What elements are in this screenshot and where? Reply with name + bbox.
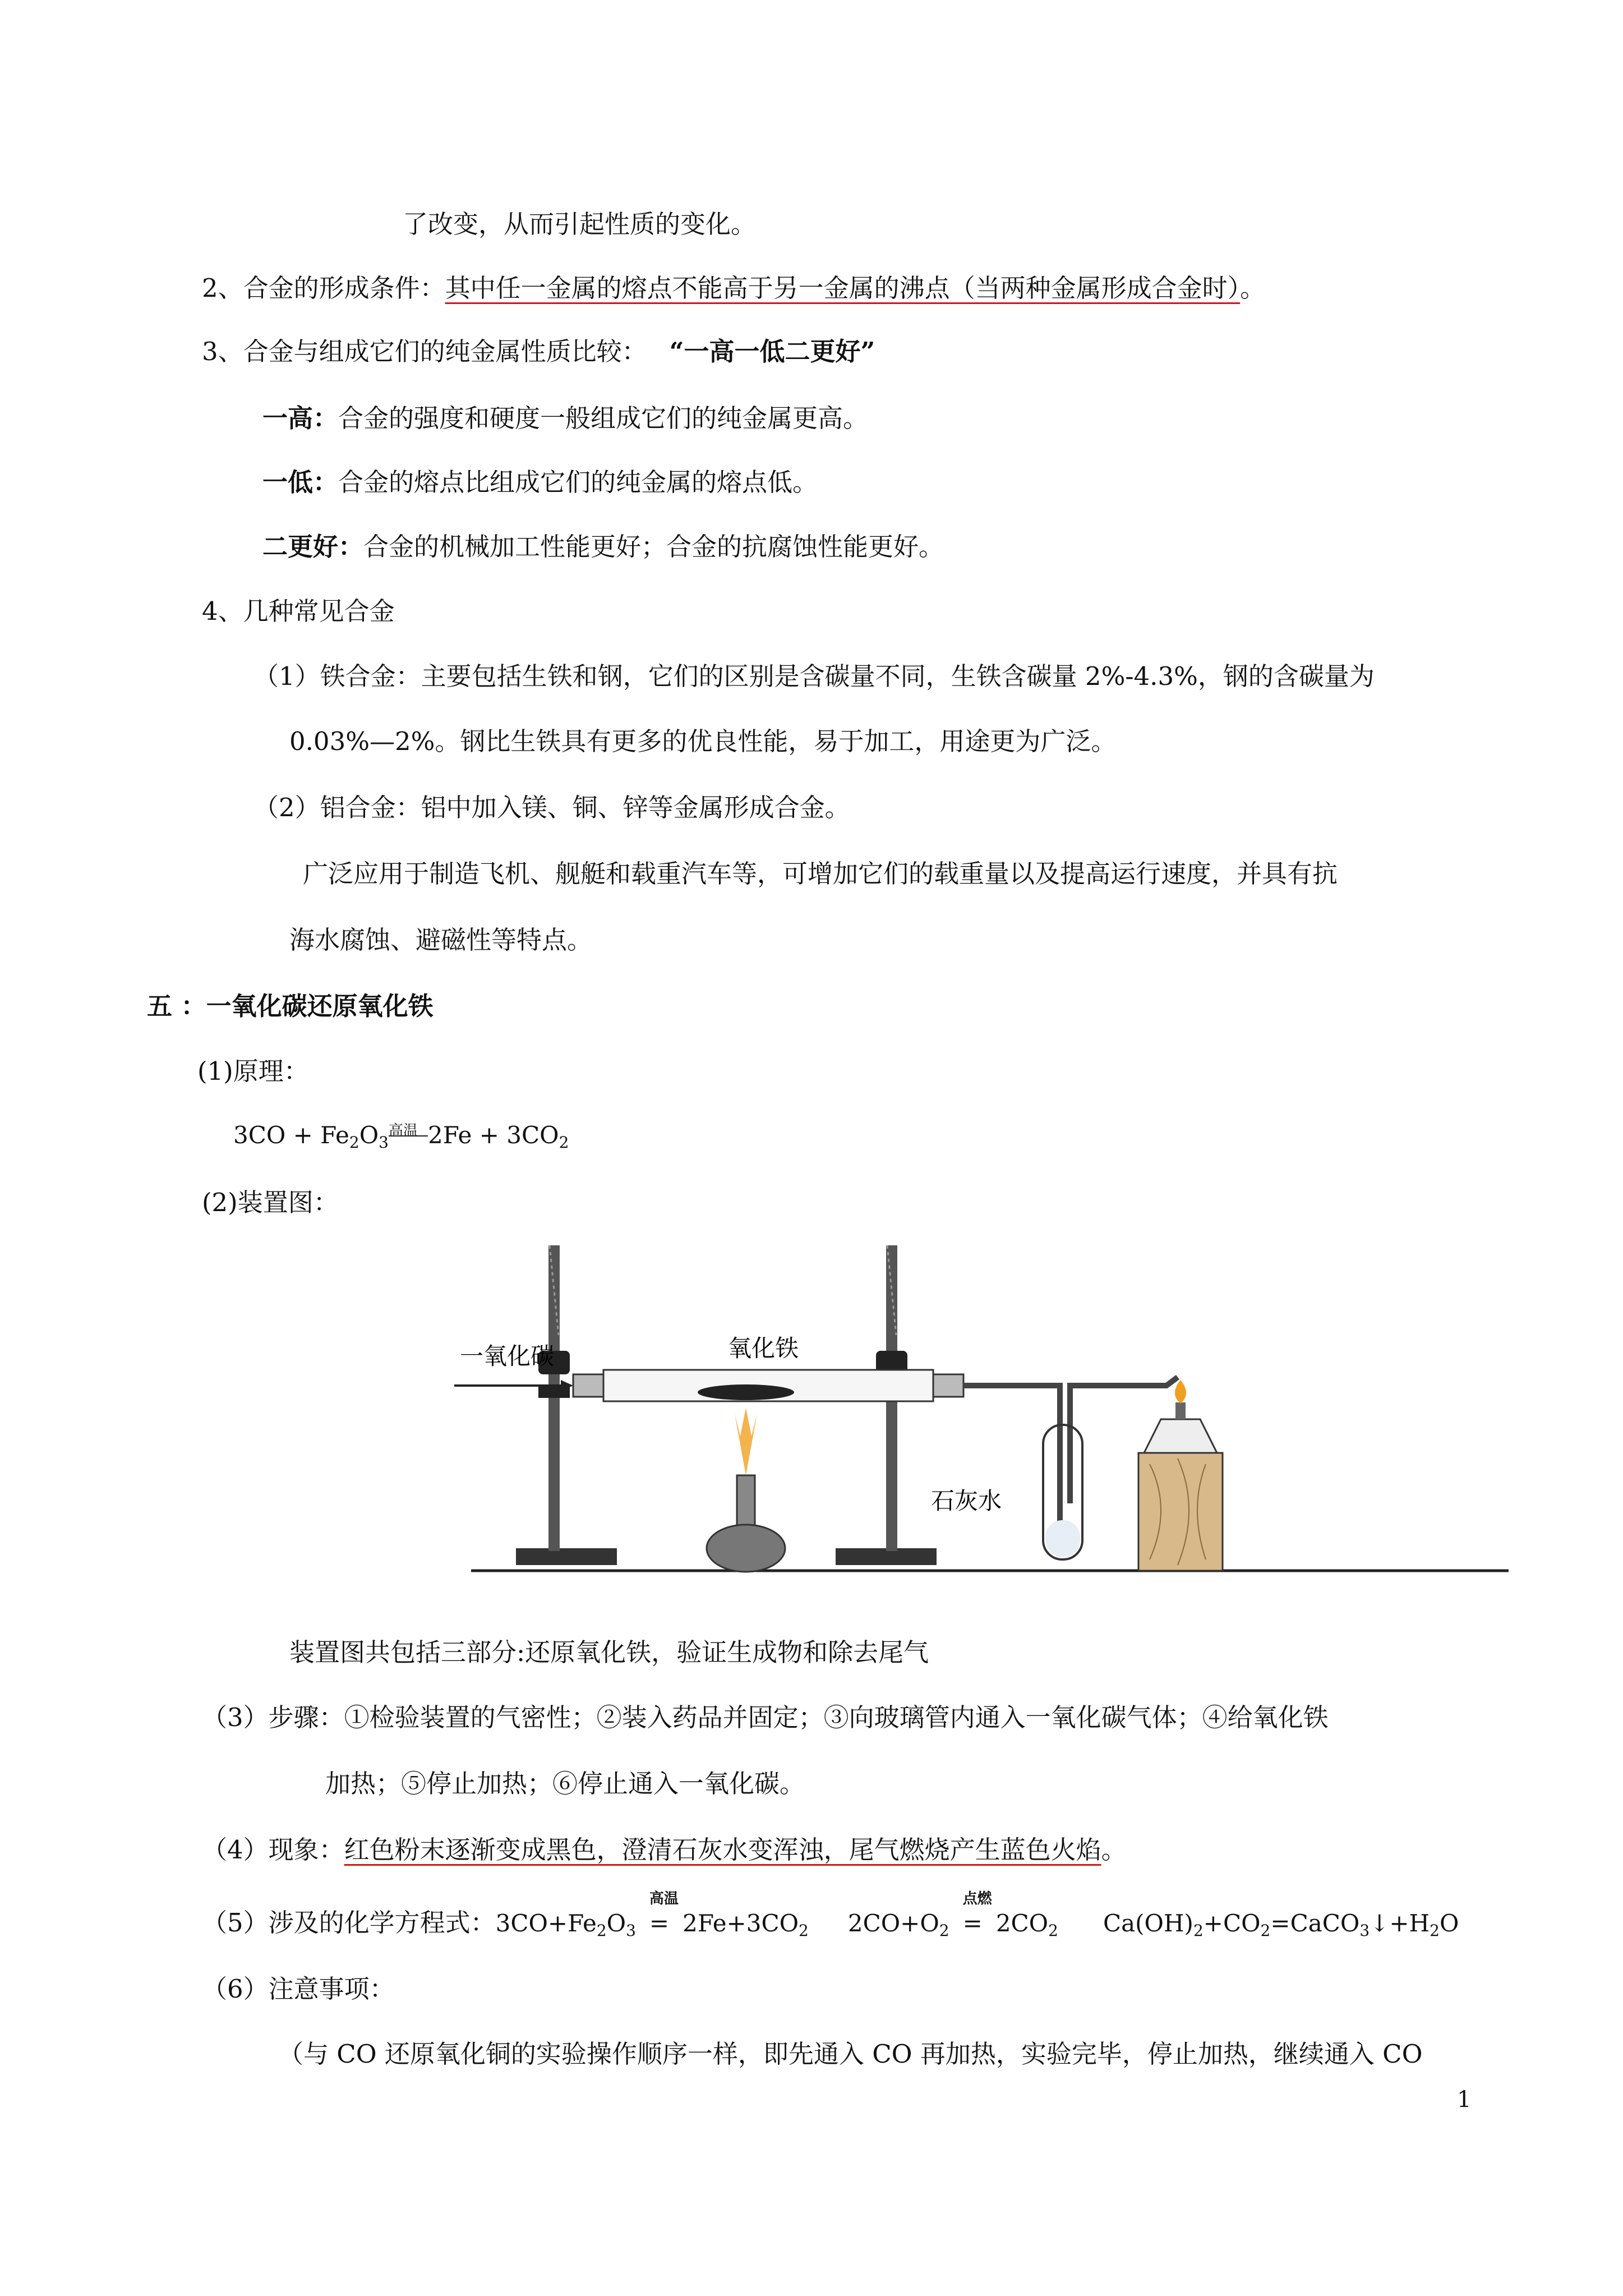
line-9	[289, 725, 1116, 758]
bold-text: 二更好：	[262, 532, 364, 562]
eq-sub: 3	[1359, 1921, 1370, 1940]
notes-heading	[202, 1972, 395, 2006]
phenomenon-line	[202, 1833, 1127, 1867]
text: （5）涉及的化学方程式：	[202, 1908, 496, 1938]
notes-line-1	[278, 2037, 1423, 2071]
text: (1)原理：	[197, 1056, 309, 1086]
condition-text: 高温	[649, 1890, 679, 1907]
eq-sub: 2	[799, 1921, 809, 1940]
eq-part: O	[606, 1910, 626, 1937]
reaction-condition	[389, 1120, 428, 1151]
page-number: 1	[1457, 2087, 1472, 2113]
eq-part: +CO	[1203, 1910, 1261, 1937]
iron-oxide-powder	[698, 1384, 794, 1400]
text: 合金的熔点比组成它们的纯金属的熔点低。	[338, 467, 818, 497]
apparatus-diagram	[449, 1245, 1548, 1582]
eq-sub: 2	[1260, 1921, 1271, 1940]
eq-sub: 2	[939, 1921, 949, 1940]
lamp-wick	[1175, 1402, 1186, 1419]
line-6	[262, 530, 944, 564]
alcohol-lamp	[1144, 1419, 1217, 1453]
eq-sub: 2	[349, 1133, 359, 1152]
line-1	[403, 208, 756, 241]
underlined-text: 红色粉末逐渐变成黑色，澄清石灰水变浑浊，尾气燃烧产生蓝色火焰	[344, 1835, 1101, 1865]
eq-part: +H	[1389, 1910, 1430, 1937]
condition-eq2	[962, 1890, 992, 1939]
condition-text: 点燃	[962, 1890, 992, 1907]
eq-sign: =	[649, 1910, 670, 1937]
text: （与 CO 还原氧化铜的实验操作顺序一样，即先通入 CO 再加热，实验完毕，停止加热，继续通入 CO	[278, 2039, 1423, 2069]
inlet-stopper	[573, 1374, 603, 1397]
eq-part: 2Fe+3CO	[683, 1910, 799, 1937]
eq-part: 2Fe + 3CO	[427, 1121, 559, 1149]
text: （6）注意事项：	[202, 1974, 395, 2004]
text: 。	[1240, 273, 1266, 303]
eq-part: 2CO+O	[847, 1910, 939, 1937]
text: 了改变，从而引起性质的变化。	[403, 209, 757, 239]
bold-text: 一低：	[262, 467, 339, 497]
text: 海水腐蚀、避磁性等特点。	[289, 925, 593, 955]
text: （4）现象：	[202, 1835, 344, 1865]
limewater-liquid	[1045, 1520, 1080, 1557]
lamp-flame	[1175, 1380, 1186, 1404]
line-2	[202, 272, 1265, 305]
eq-part: O	[359, 1121, 379, 1149]
text: 广泛应用于制造飞机、舰艇和载重汽车等，可增加它们的载重量以及提高运行速度，并具有抗	[303, 859, 1338, 889]
label-limewater: 石灰水	[931, 1487, 1002, 1515]
text: 合金的强度和硬度一般组成它们的纯金属更高。	[338, 403, 869, 433]
label-iron-oxide: 氧化铁	[728, 1335, 799, 1362]
text: （1）铁合金：主要包括生铁和钢，它们的区别是含碳量不同，生铁含碳量 2%-4.3%，钢的含碳量为	[253, 661, 1375, 691]
text: (2)装置图：	[202, 1188, 339, 1217]
condition-eq1	[649, 1890, 679, 1939]
text: 加热；⑤停止加热；⑥停止通入一氧化碳。	[325, 1769, 805, 1798]
line-5	[262, 466, 818, 499]
text: 4、几种常见合金	[202, 596, 395, 626]
line-8	[253, 660, 1375, 693]
eq-part: =CaCO	[1270, 1910, 1360, 1937]
label-co: 一氧化碳	[460, 1342, 555, 1370]
eq-sub: 2	[559, 1133, 569, 1152]
eq-sub: 3	[626, 1921, 636, 1940]
eq-sign: =	[962, 1910, 983, 1937]
underlined-text: 其中任一金属的熔点不能高于另一金属的沸点（当两种金属形成合金时）	[445, 273, 1241, 303]
condition-text: 高温	[388, 1122, 418, 1139]
text: 合金的机械加工性能更好；合金的抗腐蚀性能更好。	[363, 532, 944, 562]
apparatus-description	[289, 1636, 929, 1669]
stand-rod-left	[548, 1245, 560, 1551]
text: 2、合金的形成条件：	[202, 273, 445, 303]
subheading-apparatus	[202, 1186, 339, 1220]
text: 。	[1101, 1835, 1127, 1865]
text: 0.03%—2%。钢比生铁具有更多的优良性能，易于加工，用途更为广泛。	[289, 726, 1117, 756]
eq-sub: 3	[379, 1133, 389, 1152]
line-12	[289, 923, 592, 957]
eq-part: 2CO	[995, 1910, 1049, 1937]
text: （3）步骤：①检验装置的气密性；②装入药品并固定；③向玻璃管内通入一氧化碳气体；④给氧化铁	[202, 1703, 1329, 1732]
line-3	[202, 335, 875, 369]
bold-text: “一高一低二更好”	[669, 337, 875, 366]
eq-sub: 2	[1193, 1921, 1204, 1940]
burner-body	[707, 1525, 785, 1572]
burner-flame	[735, 1408, 757, 1475]
line-11	[303, 857, 1338, 891]
steps-line-1	[202, 1701, 1329, 1734]
eq-part: 3CO+Fe	[495, 1910, 597, 1937]
section-heading	[147, 990, 434, 1023]
text: 装置图共包括三部分:还原氧化铁，验证生成物和除去尾气	[289, 1637, 929, 1667]
text: （2）铝合金：铝中加入镁、铜、锌等金属形成合金。	[253, 793, 850, 822]
eq-sub: 2	[1048, 1921, 1058, 1940]
eq-sub: 2	[1430, 1921, 1440, 1940]
line-4	[262, 402, 868, 435]
equations-line	[202, 1890, 1459, 1947]
eq-part: O	[1440, 1910, 1459, 1937]
wood-block	[1138, 1453, 1223, 1571]
precipitate-arrow: ↓	[1370, 1910, 1390, 1937]
line-7	[202, 595, 395, 628]
eq-sub: 2	[596, 1921, 607, 1940]
line-10	[253, 791, 850, 825]
steps-line-2	[325, 1767, 805, 1801]
eq-part: Ca(OH)	[1103, 1910, 1193, 1937]
stand-base-left	[516, 1548, 617, 1565]
condition-bar	[389, 1135, 428, 1137]
eq-part: 3CO + Fe	[233, 1121, 349, 1149]
text: 3、合金与组成它们的纯金属性质比较：	[202, 337, 647, 366]
principle-equation	[233, 1120, 569, 1158]
text: 五 ：一氧化碳还原氧化铁	[147, 991, 434, 1021]
bold-text: 一高：	[262, 403, 339, 433]
outlet-stopper	[933, 1374, 963, 1397]
subheading-principle	[197, 1055, 309, 1088]
